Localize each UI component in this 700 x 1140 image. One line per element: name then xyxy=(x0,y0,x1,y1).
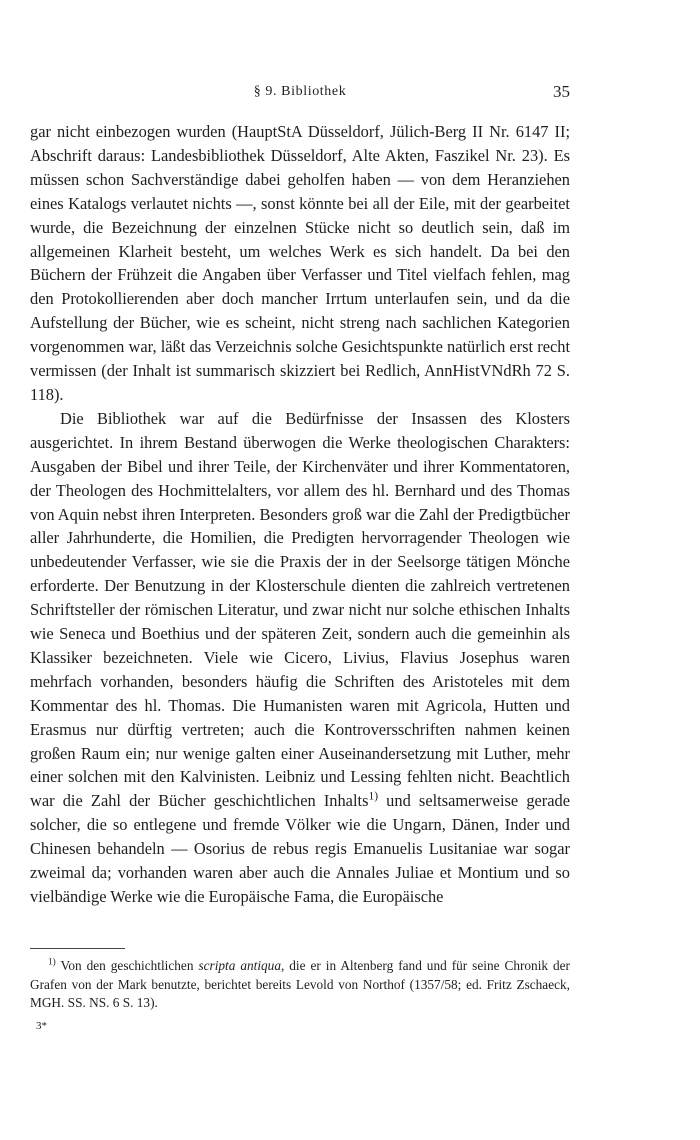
paragraph-text: Die Bibliothek war auf die Bedürfnisse der Insassen des Klosters ausgerichtet. In ihrem Bestand überwogen die Werke theologischen Charakters: Ausgaben der Bibel und ihrer Teile, der Kirchenväter und ihrer Kommentatoren, der Theologen des Hochmittelalters, vor allem des hl. Bernhard und des Thomas von Aquin nebst ihren Interpreten. Besonders groß war die Zahl der Predigtbücher aller Jahrhunderte, die Homilien, die Predigten hervorragender Theologen wie unbedeutender Verfasser, wie sie die Praxis der in der Seelsorge tätigen Mönche erforderte. Der Benutzung in der Klosterschule dienten die zahlreich vertretenen Schriftsteller der römischen Literatur, und zwar nicht nur solche ethischen Inhalts wie Seneca und Boethius und der späteren Zeit, sondern auch die gemeinhin als Klassiker bezeichneten. Viele wie Cicero, Livius, Flavius Josephus waren mehrfach vorhanden, besonders häufig die Schriften des Aristoteles mit dem Kommentar des hl. Thomas. Die Humanisten waren mit Agricola, Hutten und Erasmus nur dürftig vertreten; auch die Kontroversschriften nahmen keinen großen Raum ein; nur wenige galten einer Auseinandersetzung mit Luther, mehr einer solchen mit den Kalvinisten. Leibniz und Lessing fehlten nicht. Beachtlich war die Zahl der Bücher geschichtlichen Inhalts xyxy=(30,408,570,811)
footnote-title: scripta antiqua xyxy=(198,958,281,973)
paragraph-text: und seltsamerweise gerade solcher, die so entlegene und fremde Völker wie die Ungarn, Dänen, Inder und Chinesen behandeln — Osorius de rebus regis Emanuelis Lusitaniae war sogar zweimal da; vorhanden waren aber auch die Annales Juliae et Montium und so vielbändige Werke wie die Europäische Fama, die Europäische xyxy=(30,791,570,906)
paragraph: gar nicht einbezogen wurden (HauptStA Düsseldorf, Jülich-Berg II Nr. 6147 II; Abschrift daraus: Landesbibliothek Düsseldorf, Alte Akten, Faszikel Nr. 23). Es müssen schon Sachverständige dabei geholfen haben — von dem Heranziehen eines Katalogs verlautet nichts —, sonst könnte bei all der Eile, mit der gearbeitet wurde, die Bezeichnung der einzelnen Stücke nicht so deutlich sein, daß im allgemeinen Klarheit besteht, um welches Werk es sich handelt. Da bei den Büchern der Frühzeit die Angaben über Verfasser und Titel vielfach fehlen, mag den Protokollierenden aber doch mancher Irrtum unterlaufen sein, und da die Aufstellung der Bücher, wie es scheint, nicht streng nach sachlichen Kategorien vorgenommen war, läßt das Verzeichnis solche Gesichtspunkte natürlich erst recht vermissen (der Inhalt ist summarisch skizziert bei Redlich, AnnHistVNdRh 72 S. 118). xyxy=(30,122,570,404)
footnote-divider xyxy=(30,948,125,949)
footnote-text: Von den geschichtlichen xyxy=(55,958,199,973)
footnote-marker: 1) xyxy=(48,957,56,968)
running-head: § 9. Bibliothek xyxy=(253,84,347,99)
signature-mark: 3* xyxy=(36,1020,47,1032)
footnote-text: , die er in Altenberg fand und für seine Chronik der Grafen von der Mark benutzte, berichtet bereits Levold von Northof (1357/58; ed. Fritz Zschaeck, MGH. SS. NS. 6 S. 13). xyxy=(30,958,570,1010)
page-header xyxy=(30,82,570,104)
footnote-reference: 1) xyxy=(368,790,379,803)
body-text xyxy=(30,120,570,909)
page-number: 35 xyxy=(553,82,570,101)
footnote xyxy=(30,957,570,1013)
paragraph xyxy=(30,407,570,909)
